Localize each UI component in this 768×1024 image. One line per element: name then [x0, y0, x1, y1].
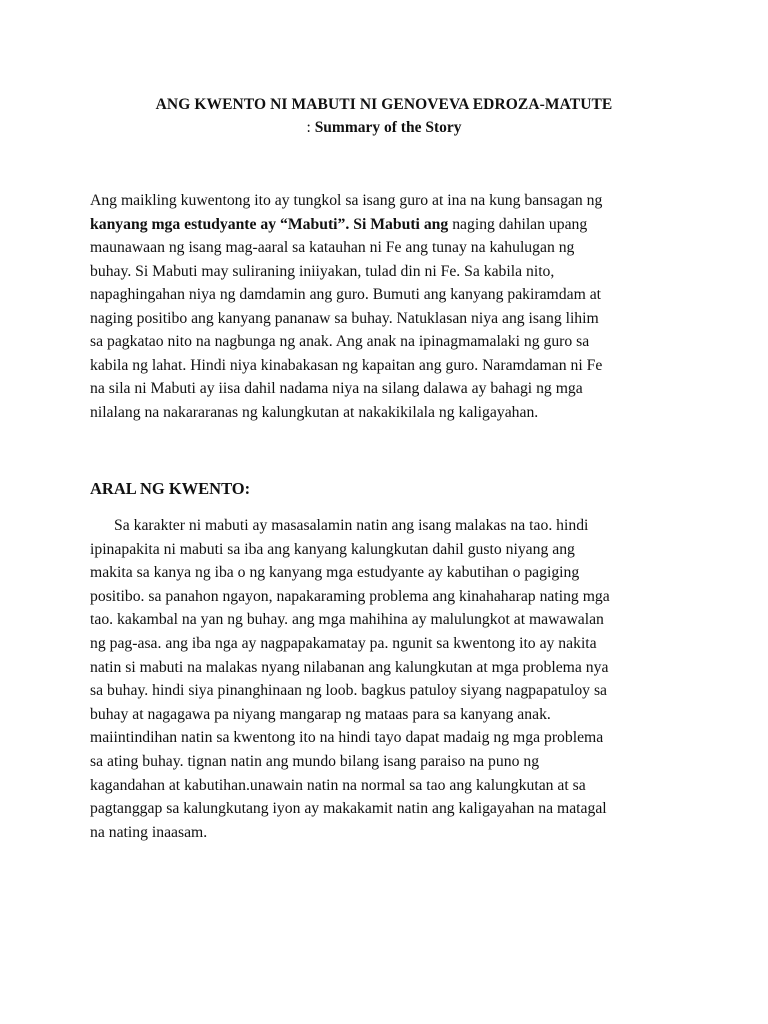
lesson-line: positibo. sa panahon ngayon, napakaraming problema ang kinahaharap nating mga: [90, 587, 610, 605]
lesson-line: pagtanggap sa kalungkutang iyon ay makakamit natin ang kaligayahan na matagal: [90, 800, 607, 818]
summary-line: [90, 213, 690, 237]
lesson-line: ng pag-asa. ang iba nga ay nagpapakamatay pa. ngunit sa kwentong ito ay nakita: [90, 634, 597, 652]
lesson-line: kagandahan at kabutihan.unawain natin na normal sa tao ang kalungkutan at sa: [90, 776, 586, 794]
summary-line: kabila ng lahat. Hindi niya kinabakasan ng kapaitan ang guro. Naramdaman ni Fe: [90, 356, 603, 374]
lesson-line: buhay at nagagawa pa niyang mangarap ng mataas para sa kanyang anak.: [90, 705, 551, 723]
lesson-line: ipinapakita ni mabuti sa iba ang kanyang kalungkutan dahil gusto niyang ang: [90, 540, 575, 558]
lesson-line: natin si mabuti na malakas nyang nilabanan ang kalungkutan at mga problema nya: [90, 658, 609, 676]
document-title: ANG KWENTO NI MABUTI NI GENOVEVA EDROZA-MATUTE: [155, 96, 613, 113]
summary-line: Ang maikling kuwentong ito ay tungkol sa isang guro at ina na kung bansagan ng: [90, 192, 603, 209]
lesson-line: sa ating buhay. tignan natin ang mundo bilang isang paraiso na puno ng: [90, 752, 540, 770]
summary-line: napaghingahan niya ng damdamin ang guro. Bumuti ang kanyang pakiramdam at: [90, 286, 602, 303]
lesson-line: maiintindihan natin sa kwentong ito na hindi tayo dapat madaig ng mga problema: [90, 729, 604, 747]
subtitle-prefix: :: [306, 119, 315, 136]
lesson-line: tao. kakambal na yan ng buhay. ang mga mahihina ay malulungkot at mawawalan: [90, 611, 604, 629]
subtitle-text: Summary of the Story: [314, 119, 462, 136]
lesson-paragraph: [90, 514, 690, 844]
summary-line: maunawaan ng isang mag-aaral sa katauhan ni Fe ang tunay na kahulugan ng: [90, 239, 575, 256]
lesson-line: sa buhay. hindi siya pinanghinaan ng loob. bagkus patuloy siyang nagpapatuloy sa: [90, 682, 608, 700]
document-subtitle: [0, 118, 768, 138]
summary-paragraph: [90, 189, 690, 424]
lesson-line: na nating inaasam.: [90, 823, 208, 841]
section-heading: ARAL NG KWENTO:: [90, 479, 251, 498]
lesson-line-text: Sa karakter ni mabuti ay masasalamin natin ang isang malakas na tao. hindi: [114, 517, 589, 534]
summary-line: nilalang na nakararanas ng kalungkutan at nakakikilala ng kaligayahan.: [90, 403, 539, 421]
summary-line: buhay. Si Mabuti may suliraning iniiyakan, tulad din ni Fe. Sa kabila nito,: [90, 262, 555, 280]
lesson-line: makita sa kanya ng iba o ng kanyang mga estudyante ay kabutihan o pagiging: [90, 564, 580, 582]
lesson-line: [90, 514, 690, 538]
summary-line: naging positibo ang kanyang pananaw sa buhay. Natuklasan niya ang isang lihim: [90, 309, 599, 327]
summary-line: na sila ni Mabuti ay iisa dahil nadama niya na silang dalawa ay bahagi ng mga: [90, 380, 583, 397]
summary-bold-segment: kanyang mga estudyante ay “Mabuti”. Si Mabuti ang: [90, 215, 449, 233]
summary-line: sa pagkatao nito na nagbunga ng anak. Ang anak na ipinagmamalaki ng guro sa: [90, 333, 590, 350]
summary-line-rest: naging dahilan upang: [452, 215, 588, 233]
